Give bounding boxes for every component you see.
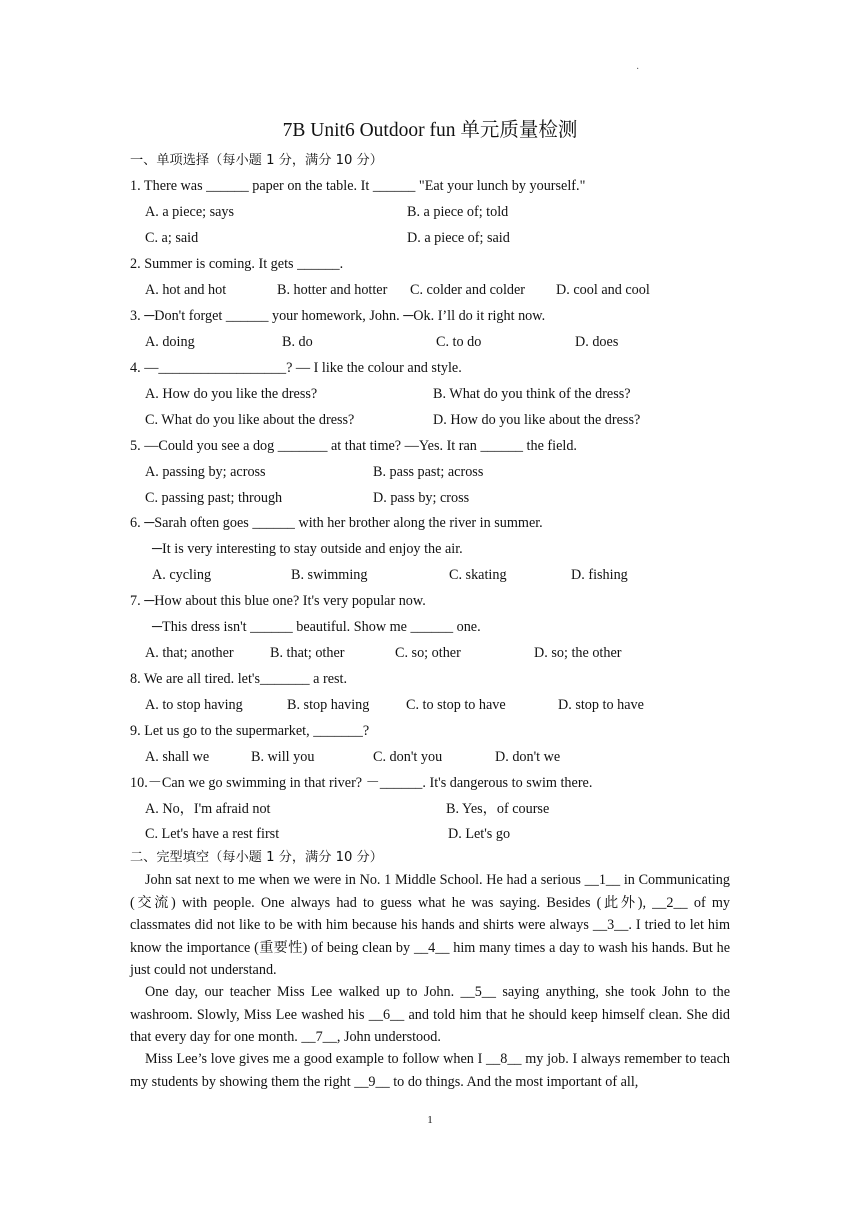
option-a: A. cycling bbox=[152, 567, 212, 583]
option-d: D. a piece of; said bbox=[407, 230, 510, 246]
option-b: B. hotter and hotter bbox=[277, 282, 388, 298]
option-a: A. No，I'm afraid not bbox=[145, 801, 271, 817]
option-b: B. a piece of; told bbox=[407, 204, 509, 220]
option-c: C. so; other bbox=[395, 645, 461, 661]
option-a: A. passing by; across bbox=[145, 464, 266, 480]
option-d: D. fishing bbox=[571, 567, 628, 583]
option-d: D. cool and cool bbox=[556, 282, 650, 298]
option-b: B. will you bbox=[251, 749, 315, 765]
option-c: C. don't you bbox=[373, 749, 443, 765]
question-stem: 7. ─How about this blue one? It's very popular now. bbox=[130, 593, 426, 609]
question-stem: 1. There was ______ paper on the table. It ______ "Eat your lunch by yourself." bbox=[130, 178, 586, 194]
option-b: B. swimming bbox=[291, 567, 368, 583]
option-b: B. What do you think of the dress? bbox=[433, 386, 631, 402]
option-c: C. passing past; through bbox=[145, 490, 283, 506]
question-stem: 4. —__________________? — I like the colour and style. bbox=[130, 360, 462, 376]
option-c: C. Let's have a rest first bbox=[145, 826, 280, 842]
page-title: 7B Unit6 Outdoor fun 单元质量检测 bbox=[282, 120, 578, 141]
cloze-paragraph: Miss Lee’s love gives me a good example to follow when I __8__ my job. I always remember to teach my students by showing them the right __9__ to do things. And the most important of all, bbox=[130, 1051, 730, 1090]
option-b: B. Yes，of course bbox=[446, 801, 550, 817]
question-stem: 2. Summer is coming. It gets ______. bbox=[130, 256, 344, 272]
option-a: A. shall we bbox=[145, 749, 210, 765]
question-stem: 10.－Can we go swimming in that river? －______. It's dangerous to swim there. bbox=[130, 775, 593, 791]
question-stem: 9. Let us go to the supermarket, _______? bbox=[130, 723, 370, 739]
question-reply: ─It is very interesting to stay outside and enjoy the air. bbox=[152, 541, 463, 557]
option-c: C. a; said bbox=[145, 230, 199, 246]
option-b: B. stop having bbox=[287, 697, 370, 713]
section1-heading: 一、单项选择（每小题 1 分，满分 10 分） bbox=[130, 153, 383, 168]
option-a: A. hot and hot bbox=[145, 282, 227, 298]
option-c: C. What do you like about the dress? bbox=[145, 412, 355, 428]
cloze-paragraph: John sat next to me when we were in No. 1 Middle School. He had a serious __1__ in Communicating (交流) with people. One always had to guess what he was saying. Besides (此外), __2__ of my classmates did not like to be with him because his hands and shirts were always __3__. I tried to let him know the importance (重要性) of being clean by __4__ him many times a day to wash his hands. But he just could not understand. bbox=[130, 872, 730, 979]
option-c: C. to stop to have bbox=[406, 697, 506, 713]
option-c: C. to do bbox=[436, 334, 482, 350]
option-a: A. that; another bbox=[145, 645, 234, 661]
option-a: A. to stop having bbox=[145, 697, 243, 713]
option-b: B. do bbox=[282, 334, 313, 350]
question-stem: 8. We are all tired. let's_______ a rest. bbox=[130, 671, 348, 687]
cloze-paragraph: One day, our teacher Miss Lee walked up to John. __5__ saying anything, she took John to the washroom. Slowly, Miss Lee washed his __6__ and told him that he should keep himself clean. She did that every day for one month. __7__, John understood. bbox=[130, 984, 730, 1046]
question-stem: 3. ─Don't forget ______ your homework, John. ─Ok. I’ll do it right now. bbox=[130, 308, 546, 324]
option-d: D. How do you like about the dress? bbox=[433, 412, 641, 428]
header-mark: · bbox=[636, 64, 640, 75]
option-b: B. that; other bbox=[270, 645, 345, 661]
option-d: D. Let's go bbox=[448, 826, 511, 842]
option-c: C. colder and colder bbox=[410, 282, 526, 298]
page-number: 1 bbox=[427, 1114, 433, 1126]
option-d: D. don't we bbox=[495, 749, 561, 765]
option-c: C. skating bbox=[449, 567, 507, 583]
option-d: D. stop to have bbox=[558, 697, 644, 713]
option-a: A. doing bbox=[145, 334, 195, 350]
option-a: A. a piece; says bbox=[145, 204, 235, 220]
option-d: D. so; the other bbox=[534, 645, 622, 661]
question-stem: 6. ─Sarah often goes ______ with her brother along the river in summer. bbox=[130, 515, 543, 531]
question-reply: ─This dress isn't ______ beautiful. Show me ______ one. bbox=[152, 619, 481, 635]
option-a: A. How do you like the dress? bbox=[145, 386, 318, 402]
option-d: D. pass by; cross bbox=[373, 490, 470, 506]
option-b: B. pass past; across bbox=[373, 464, 484, 480]
option-d: D. does bbox=[575, 334, 619, 350]
question-stem: 5. —Could you see a dog _______ at that time? —Yes. It ran ______ the field. bbox=[130, 438, 577, 454]
section2-heading: 二、完型填空（每小题 1 分，满分 10 分） bbox=[130, 850, 383, 865]
